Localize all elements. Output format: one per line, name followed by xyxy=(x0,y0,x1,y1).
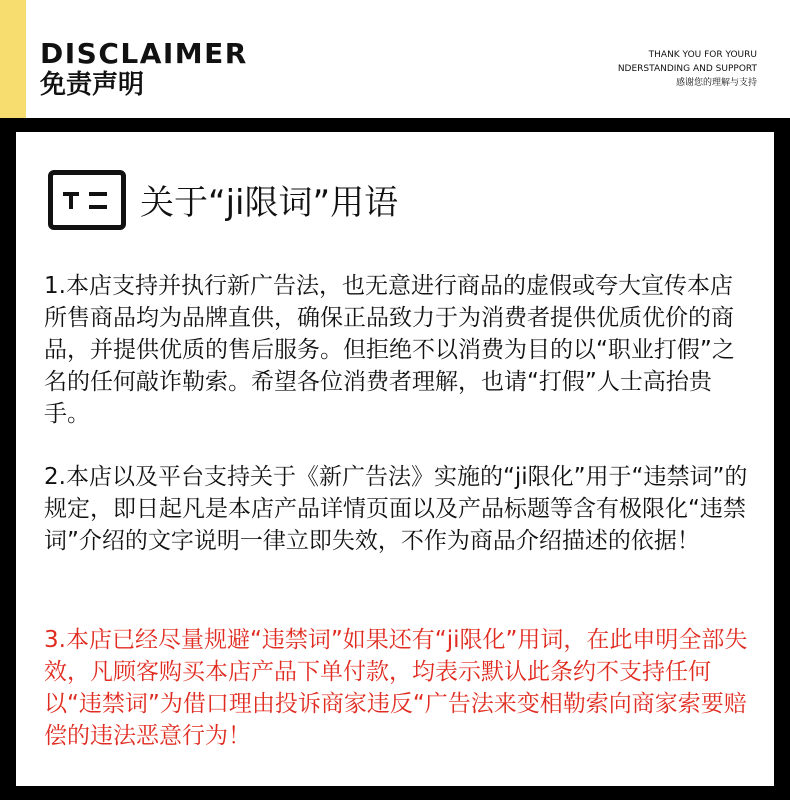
thanks-line-1: THANK YOU FOR YOURU xyxy=(648,50,757,60)
page-title: DISCLAIMER xyxy=(40,37,248,70)
accent-bar xyxy=(0,0,26,118)
thanks-line-3: 感谢您的理解与支持 xyxy=(675,78,757,88)
disclaimer-paragraph-3: 3.本店已经尽量规避“违禁词”如果还有“ji限化”用词，在此申明全部失效，凡顾客购买本店产品下单付款，均表示默认此条约不支持任何以“违禁词”为借口理由投诉商家违反“广告法来变相勒索向商家索要赔偿的违法恶意行为！ xyxy=(44,627,748,749)
thanks-line-2: NDERSTANDING AND SUPPORT xyxy=(617,64,757,74)
disclaimer-paragraph-2: 2.本店以及平台支持关于《新广告法》实施的“ji限化”用于“违禁词”的规定，即日起凡是本店产品详情页面以及产品标题等含有极限化“违禁词”介绍的文字说明一律立即失效，不作为商品介绍描述的依据！ xyxy=(44,464,748,554)
page-subtitle: 免责声明 xyxy=(40,70,145,100)
disclaimer-paragraph-1: 1.本店支持并执行新广告法，也无意进行商品的虚假或夸大宣传本店所售商品均为品牌直供，确保正品致力于为消费者提供优质优价的商品，并提供优质的售后服务。但拒绝不以消费为目的以“职业打假”之名的任何敲诈勒索。希望各位消费者理解，也请“打假”人士高抬贵手。 xyxy=(44,273,735,427)
thanks-note xyxy=(577,48,757,90)
section-heading: 关于“ji限词”用语 xyxy=(140,183,399,223)
t-equals-logo-icon xyxy=(48,170,126,230)
